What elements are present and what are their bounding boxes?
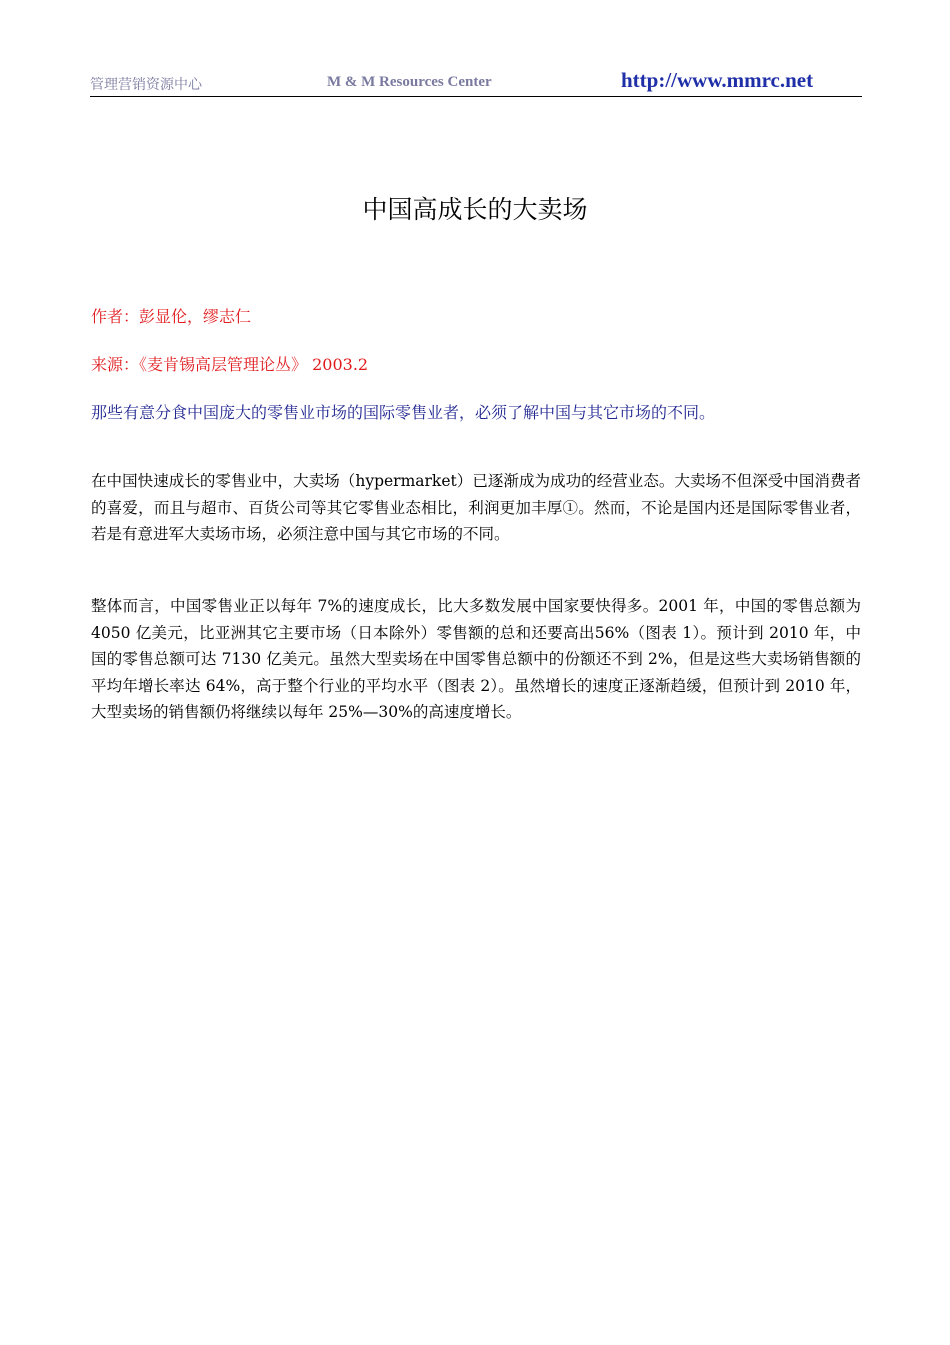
lead-sentence: 那些有意分食中国庞大的零售业市场的国际零售业者，必须了解中国与其它市场的不同。 (91, 403, 716, 422)
body-paragraph-1: 在中国快速成长的零售业中，大卖场（hypermarket）已逐渐成为成功的经营业态。大卖场不但深受中国消费者的喜爱，而且与超市、百货公司等其它零售业态相比，利润更加丰厚①。然而，不论是国内还是国际零售业者，若是有意进军大卖场市场，必须注意中国与其它市场的不同。 (91, 472, 861, 543)
header-org-en: M & M Resources Center (327, 74, 492, 90)
author-label: 作者： (91, 307, 140, 326)
header-url-link[interactable]: http://www.mmrc.net (621, 68, 814, 92)
author-names: 彭显伦，缪志仁 (139, 307, 252, 326)
source-value: 《麦肯锡高层管理论丛》 2003.2 (139, 355, 369, 374)
article-title: 中国高成长的大卖场 (362, 195, 588, 224)
author-line (91, 304, 251, 327)
page-header (90, 66, 862, 97)
header-org-cn: 管理营销资源中心 (90, 77, 202, 93)
source-line (91, 352, 368, 375)
body-paragraph-2: 整体而言，中国零售业正以每年 7%的速度成长，比大多数发展中国家要快得多。2001 年，中国的零售总额为 4050 亿美元，比亚洲其它主要市场（日本除外）零售额的总和还要高出56%（图表 1）。预计到 2010 年，中国的零售总额可达 7130 亿美元。虽然大型卖场在中国零售总额中的份额还不到 2%，但是这些大卖场销售额的平均年增长率达 64%，高于整个行业的平均水平（图表 2）。虽然增长的速度正逐渐趋缓，但预计到 2010 年，大型卖场的销售额仍将继续以每年 25%—30%的高速度增长。 (91, 597, 861, 721)
source-label: 来源： (91, 355, 140, 374)
